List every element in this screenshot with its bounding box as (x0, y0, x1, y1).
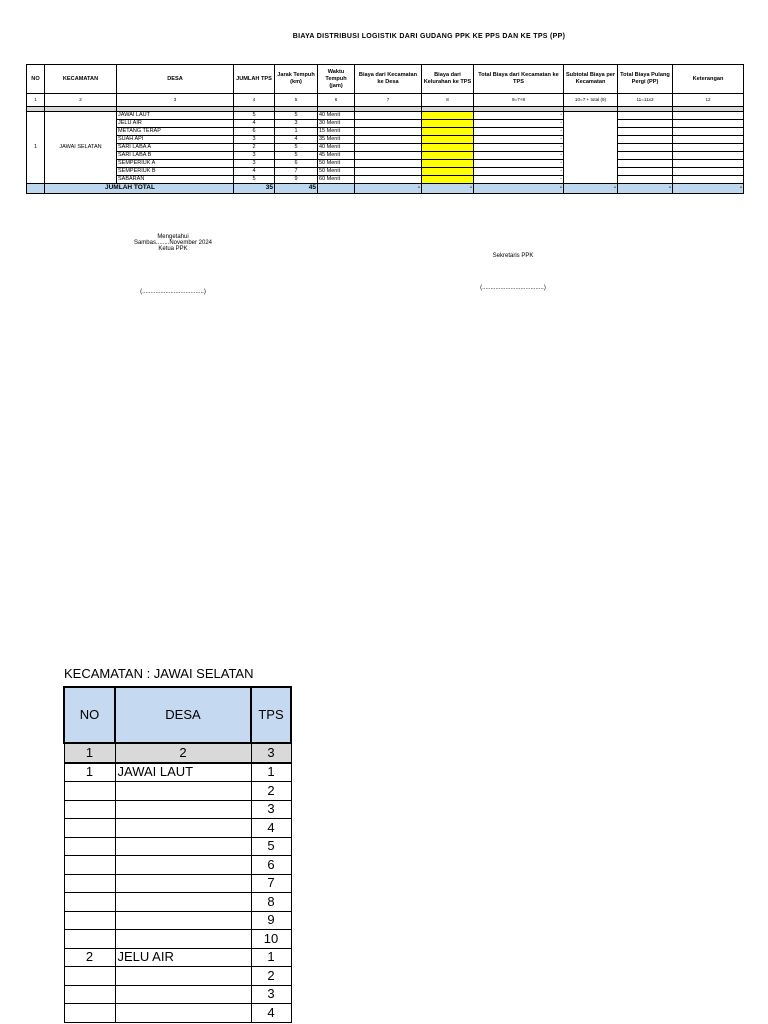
pp-cell (618, 128, 673, 136)
desa-cell: SUAH API (117, 136, 234, 144)
keterangan-cell (673, 120, 744, 128)
biaya8-cell (422, 112, 474, 120)
table-row (27, 144, 744, 152)
jarak-cell: 3 (275, 120, 318, 128)
sekretaris-label: Sekretaris PPK (492, 253, 534, 259)
col-number: 12 (673, 94, 744, 107)
desa-cell: METANG TERAP (117, 128, 234, 136)
pp-cell (618, 144, 673, 152)
col-number: 9=7+8 (474, 94, 564, 107)
total-biaya8: - (422, 184, 474, 194)
sekretaris-blank: (.....................................) (480, 285, 546, 291)
header-no: NO (64, 687, 115, 743)
total-sub10: - (564, 184, 618, 194)
total9-cell: - (474, 128, 564, 136)
desa-cell: JAWAI LAUT (117, 112, 234, 120)
desa-cell (115, 819, 251, 838)
biaya7-cell (355, 120, 422, 128)
document-title: BIAYA DISTRIBUSI LOGISTIK DARI GUDANG PPK KE PPS DAN KE TPS (PP) (292, 33, 566, 40)
col-number: 1 (64, 743, 115, 763)
tps-cell: 9 (251, 911, 291, 930)
tps-cell: 2 (234, 144, 275, 152)
waktu-cell: 50 Menit (318, 160, 355, 168)
sign-date: Sambas........November 2024 (133, 240, 213, 246)
header-keterangan: Keterangan (673, 65, 744, 94)
ketua-blank: (.....................................) (140, 289, 206, 295)
table-row (27, 128, 744, 136)
desa-cell: SEMPERIUK B (117, 168, 234, 176)
biaya7-cell (355, 136, 422, 144)
biaya7-cell (355, 152, 422, 160)
pp-cell (618, 160, 673, 168)
table-row (64, 782, 291, 801)
table-row (64, 948, 291, 967)
col-number: 7 (355, 94, 422, 107)
total-pp11: - (618, 184, 673, 194)
tps-cell: 6 (234, 128, 275, 136)
header-biaya-kec-desa: Biaya dari Kecamatan ke Desa (355, 65, 422, 94)
biaya7-cell (355, 168, 422, 176)
col-number: 2 (45, 94, 117, 107)
waktu-cell: 45 Menit (318, 152, 355, 160)
keterangan-cell (673, 144, 744, 152)
jarak-cell: 5 (275, 152, 318, 160)
header-jumlah-tps: JUMLAH TPS (234, 65, 275, 94)
table-row (64, 911, 291, 930)
biaya8-cell (422, 152, 474, 160)
desa-tps-table (63, 686, 292, 1023)
total9-cell: - (474, 152, 564, 160)
header-desa: DESA (115, 687, 251, 743)
table-row (27, 160, 744, 168)
keterangan-cell (673, 176, 744, 184)
biaya8-cell (422, 168, 474, 176)
header-waktu: Waktu Tempuh (jam) (318, 65, 355, 94)
desa-cell: JAWAI LAUT (115, 763, 251, 782)
total9-cell: - (474, 136, 564, 144)
row-kecamatan: JAWAI SELATAN (45, 112, 117, 184)
total-jarak: 45 (275, 184, 318, 194)
tps-cell: 7 (251, 874, 291, 893)
total-tps: 35 (234, 184, 275, 194)
tps-cell: 4 (251, 1004, 291, 1023)
tps-cell: 3 (234, 136, 275, 144)
keterangan-cell (673, 152, 744, 160)
total9-cell: - (474, 120, 564, 128)
tps-cell: 2 (251, 782, 291, 801)
no-cell (64, 930, 115, 949)
table-row (64, 985, 291, 1004)
header-tps: TPS (251, 687, 291, 743)
col-number: 3 (117, 94, 234, 107)
desa-cell: SARI LABA B (117, 152, 234, 160)
desa-cell: JELU AIR (115, 948, 251, 967)
biaya8-cell (422, 120, 474, 128)
desa-table-header (64, 687, 291, 743)
column-number-row (27, 94, 744, 107)
table-row (64, 967, 291, 986)
table-row (27, 168, 744, 176)
table-row (64, 819, 291, 838)
keterangan-cell (673, 168, 744, 176)
keterangan-cell (673, 128, 744, 136)
no-cell: 2 (64, 948, 115, 967)
col-number: 1 (27, 94, 45, 107)
header-desa: DESA (117, 65, 234, 94)
tps-cell: 5 (234, 112, 275, 120)
desa-cell: SABARAN (117, 176, 234, 184)
tps-cell: 5 (251, 837, 291, 856)
desa-cell (115, 1004, 251, 1023)
header-jarak: Jarak Tempuh (km) (275, 65, 318, 94)
desa-cell: SEMPERIUK A (117, 160, 234, 168)
total9-cell: - (474, 112, 564, 120)
waktu-cell: 30 Menit (318, 120, 355, 128)
tps-cell: 1 (251, 948, 291, 967)
jarak-cell: 6 (275, 160, 318, 168)
pp-cell (618, 112, 673, 120)
jarak-cell: 5 (275, 112, 318, 120)
row-no: 1 (27, 112, 45, 184)
desa-cell: JELU AIR (117, 120, 234, 128)
total9-cell: - (474, 144, 564, 152)
col-number: 8 (422, 94, 474, 107)
table-row (27, 152, 744, 160)
tps-cell: 2 (251, 967, 291, 986)
table-row (27, 120, 744, 128)
total-row (27, 184, 744, 194)
no-cell (64, 911, 115, 930)
pp-cell (618, 176, 673, 184)
tps-cell: 3 (234, 152, 275, 160)
ketua-label: Ketua PPK (158, 246, 188, 252)
pp-cell (618, 136, 673, 144)
table-row (64, 856, 291, 875)
table-row (64, 800, 291, 819)
waktu-cell: 40 Menit (318, 144, 355, 152)
biaya7-cell (355, 160, 422, 168)
desa-cell (115, 800, 251, 819)
desa-cell (115, 782, 251, 801)
tps-cell: 1 (251, 763, 291, 782)
table-row (27, 112, 744, 120)
table-row (64, 893, 291, 912)
no-cell (64, 985, 115, 1004)
no-cell (64, 967, 115, 986)
jarak-cell: 5 (275, 144, 318, 152)
pp-cell (618, 120, 673, 128)
waktu-cell: 15 Menit (318, 128, 355, 136)
header-biaya-kel-tps: Biaya dari Kelurahan ke TPS (422, 65, 474, 94)
col-number: 6 (318, 94, 355, 107)
tps-cell: 3 (234, 160, 275, 168)
col-number: 3 (251, 743, 291, 763)
signature-ketua (113, 234, 233, 252)
col-number: 11=11x2 (618, 94, 673, 107)
no-cell: 1 (64, 763, 115, 782)
tps-cell: 3 (251, 800, 291, 819)
jarak-cell: 9 (275, 176, 318, 184)
no-cell (64, 856, 115, 875)
waktu-cell: 35 Menit (318, 136, 355, 144)
no-cell (64, 874, 115, 893)
table-row (64, 837, 291, 856)
table-row (27, 136, 744, 144)
desa-cell (115, 985, 251, 1004)
pp-cell (618, 168, 673, 176)
tps-cell: 4 (234, 168, 275, 176)
tps-cell: 6 (251, 856, 291, 875)
keterangan-cell (673, 112, 744, 120)
waktu-cell: 50 Menit (318, 168, 355, 176)
waktu-cell: 40 Menit (318, 112, 355, 120)
col-number: 2 (115, 743, 251, 763)
total9-cell: - (474, 168, 564, 176)
biaya7-cell (355, 144, 422, 152)
header-kecamatan: KECAMATAN (45, 65, 117, 94)
cost-table (26, 64, 744, 194)
no-cell (64, 800, 115, 819)
total9-cell: - (474, 160, 564, 168)
tps-cell: 4 (234, 120, 275, 128)
no-cell (64, 893, 115, 912)
no-cell (64, 782, 115, 801)
table-row (27, 176, 744, 184)
desa-cell: SARI LABA A (117, 144, 234, 152)
header-total-biaya: Total Biaya dari Kecamatan ke TPS (474, 65, 564, 94)
total-label: JUMLAH TOTAL (45, 184, 234, 194)
no-cell (64, 819, 115, 838)
biaya7-cell (355, 176, 422, 184)
jarak-cell: 1 (275, 128, 318, 136)
biaya8-cell (422, 176, 474, 184)
desa-cell (115, 911, 251, 930)
biaya8-cell (422, 144, 474, 152)
header-subtotal: Subtotal Biaya per Kecamatan (564, 65, 618, 94)
table-row (64, 874, 291, 893)
biaya7-cell (355, 128, 422, 136)
column-number-row (64, 743, 291, 763)
col-number: 10=7 + total (9) (564, 94, 618, 107)
biaya7-cell (355, 112, 422, 120)
table-row (64, 1004, 291, 1023)
biaya8-cell (422, 136, 474, 144)
table-row (64, 763, 291, 782)
table-header-row (27, 65, 744, 94)
desa-cell (115, 856, 251, 875)
desa-cell (115, 874, 251, 893)
total9-cell: - (474, 176, 564, 184)
biaya8-cell (422, 160, 474, 168)
col-number: 5 (275, 94, 318, 107)
total-biaya7: - (355, 184, 422, 194)
mengetahui-label: Mengetahui (157, 234, 189, 240)
tps-cell: 10 (251, 930, 291, 949)
desa-cell (115, 967, 251, 986)
col-number: 4 (234, 94, 275, 107)
tps-cell: 4 (251, 819, 291, 838)
keterangan-cell (673, 136, 744, 144)
no-cell (64, 1004, 115, 1023)
subtotal-cell (564, 112, 618, 184)
tps-cell: 5 (234, 176, 275, 184)
jarak-cell: 7 (275, 168, 318, 176)
no-cell (64, 837, 115, 856)
tps-cell: 8 (251, 893, 291, 912)
header-no: NO (27, 65, 45, 94)
header-total-pp: Total Biaya Pulang Pergi (PP) (618, 65, 673, 94)
desa-cell (115, 837, 251, 856)
desa-cell (115, 930, 251, 949)
keterangan-cell (673, 160, 744, 168)
pp-cell (618, 152, 673, 160)
jarak-cell: 4 (275, 136, 318, 144)
tps-cell: 3 (251, 985, 291, 1004)
section-heading: KECAMATAN : JAWAI SELATAN (64, 666, 254, 681)
table-row (64, 930, 291, 949)
waktu-cell: 60 Menit (318, 176, 355, 184)
biaya8-cell (422, 128, 474, 136)
total-keterangan: - (673, 184, 744, 194)
total-total9: - (474, 184, 564, 194)
desa-cell (115, 893, 251, 912)
